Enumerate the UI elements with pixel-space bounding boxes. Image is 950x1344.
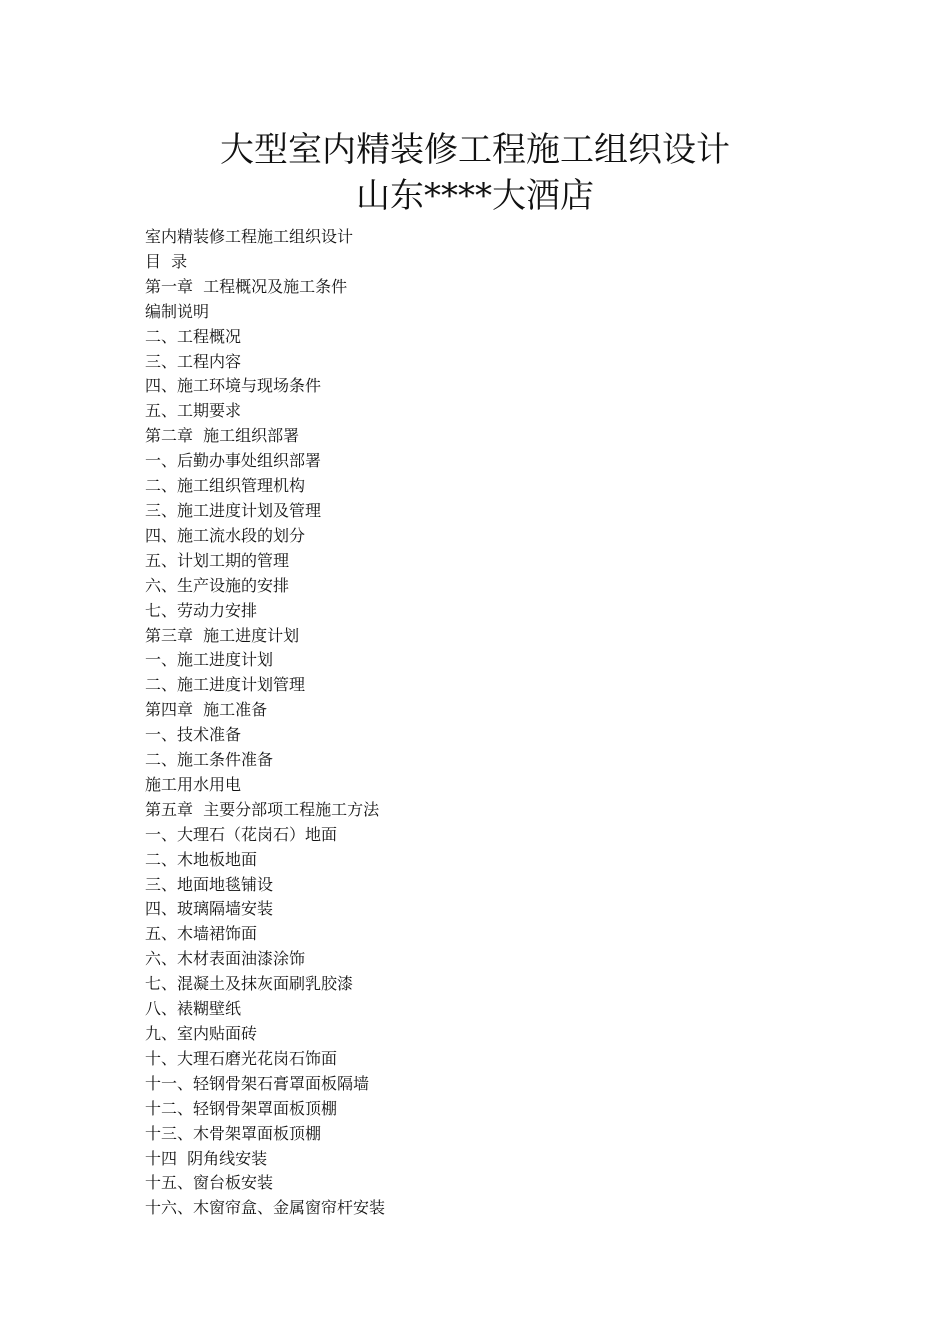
toc-line: 室内精装修工程施工组织设计 [145, 227, 354, 246]
toc-line: 十三、木骨架罩面板顶棚 [145, 1123, 322, 1143]
toc-line: 九、室内贴面砖 [145, 1024, 258, 1043]
toc-line: 十一、轻钢骨架石膏罩面板隔墙 [145, 1073, 370, 1093]
toc-line: 十、大理石磨光花岗石饰面 [145, 1048, 338, 1068]
toc-line: 一、后勤办事处组织部署 [145, 451, 322, 471]
toc-line: 二、施工组织管理机构 [145, 476, 306, 496]
document-title: 大型室内精装修工程施工组织设计 [220, 130, 730, 170]
title-block [0, 127, 950, 219]
toc-line: 四、施工流水段的划分 [145, 525, 306, 545]
toc-line: 二、施工条件准备 [145, 750, 274, 770]
toc-line: 十五、窗台板安装 [145, 1173, 274, 1193]
toc-line: 第一章 工程概况及施工条件 [145, 276, 348, 296]
toc-line: 一、大理石（花岗石）地面 [145, 824, 338, 844]
toc-line: 一、技术准备 [145, 725, 242, 745]
toc-line: 二、木地板地面 [145, 849, 258, 869]
toc-line: 编制说明 [145, 301, 210, 321]
toc-line: 第五章 主要分部项工程施工方法 [145, 799, 380, 819]
toc-line: 十四 阴角线安装 [145, 1148, 268, 1168]
toc-line: 四、玻璃隔墙安装 [145, 899, 274, 919]
toc-line: 十六、木窗帘盒、金属窗帘杆安装 [145, 1198, 386, 1218]
toc-line: 六、木材表面油漆涂饰 [145, 949, 306, 969]
toc-line: 二、工程概况 [145, 326, 242, 346]
toc-line: 五、计划工期的管理 [145, 550, 290, 570]
toc-line: 施工用水用电 [145, 774, 242, 794]
toc-line: 五、木墙裙饰面 [145, 924, 258, 944]
toc-line: 五、工期要求 [145, 401, 242, 421]
toc-line: 第二章 施工组织部署 [145, 426, 300, 446]
toc-line: 八、裱糊壁纸 [145, 999, 242, 1019]
document-subtitle: 山东****大酒店 [356, 176, 594, 216]
toc-line: 十二、轻钢骨架罩面板顶棚 [145, 1098, 338, 1118]
toc-line: 一、施工进度计划 [145, 650, 274, 670]
table-of-contents [145, 225, 845, 1221]
toc-line: 六、生产设施的安排 [145, 575, 290, 595]
toc-line: 四、施工环境与现场条件 [145, 376, 322, 396]
toc-line: 目 录 [145, 251, 188, 271]
toc-line: 七、劳动力安排 [145, 600, 258, 620]
toc-line: 二、施工进度计划管理 [145, 675, 306, 695]
toc-line: 三、施工进度计划及管理 [145, 500, 322, 520]
toc-line: 三、工程内容 [145, 351, 242, 371]
toc-line: 七、混凝土及抹灰面刷乳胶漆 [145, 974, 354, 994]
toc-line: 第三章 施工进度计划 [145, 625, 300, 645]
toc-line: 三、地面地毯铺设 [145, 874, 274, 894]
toc-line: 第四章 施工准备 [145, 700, 268, 720]
